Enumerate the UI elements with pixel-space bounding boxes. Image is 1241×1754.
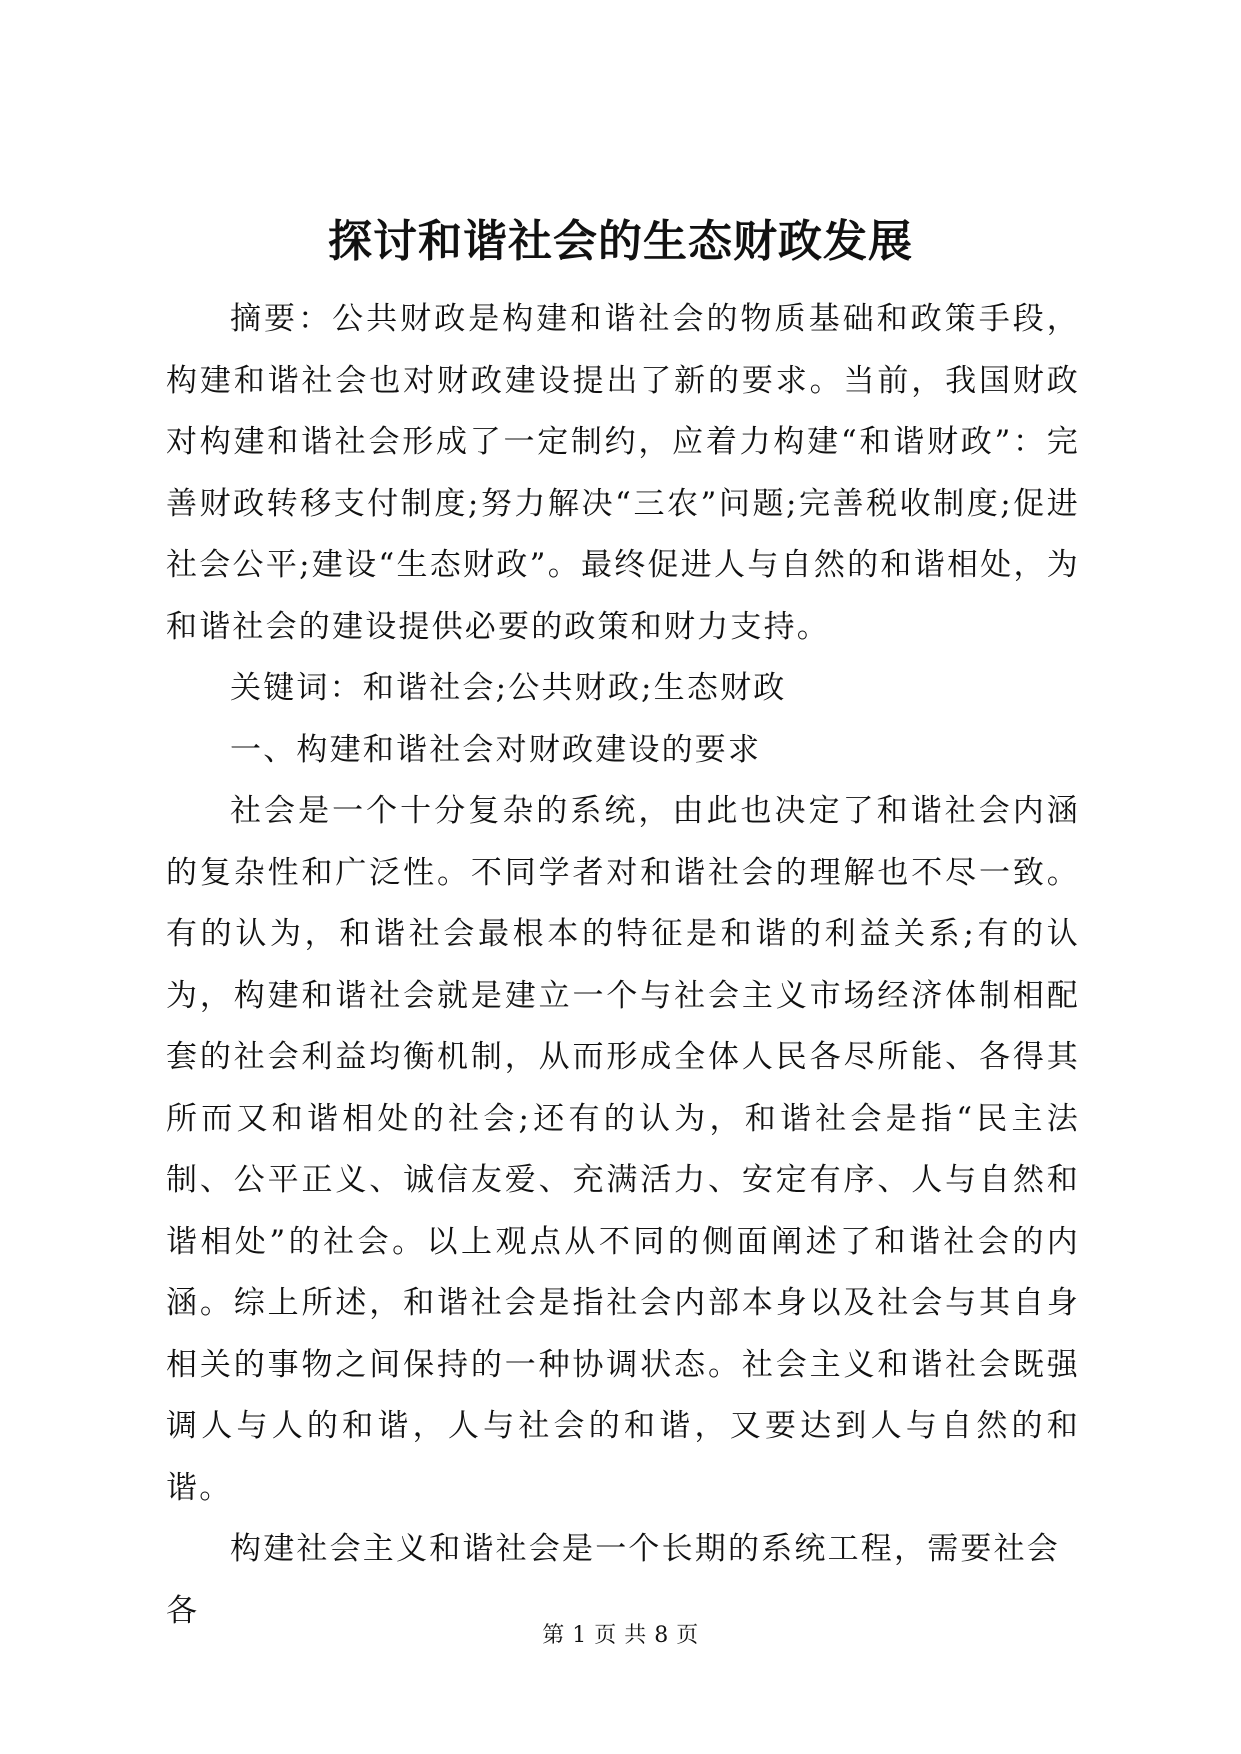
document-body (166, 289, 1080, 1642)
section-heading: 一、构建和谐社会对财政建设的要求 (230, 731, 762, 768)
page-title: 探讨和谐社会的生态财政发展 (328, 216, 913, 267)
abstract-paragraph: 摘要：公共财政是构建和谐社会的物质基础和政策手段，构建和谐社会也对财政建设提出了新的要求。当前，我国财政对构建和谐社会形成了一定制约，应着力构建“和谐财政”：完善财政转移支付制度;努力解决“三农”问题;完善税收制度;促进社会公平;建设“生态财政”。最终促进人与自然的和谐相处，为和谐社会的建设提供必要的政策和财力支持。 (166, 301, 1080, 645)
keywords-paragraph: 关键词：和谐社会;公共财政;生态财政 (230, 670, 787, 706)
body-paragraph: 构建社会主义和谐社会是一个长期的系统工程，需要社会各 (166, 1531, 1060, 1629)
body-paragraph: 社会是一个十分复杂的系统，由此也决定了和谐社会内涵的复杂性和广泛性。不同学者对和谐社会的理解也不尽一致。有的认为，和谐社会最根本的特征是和谐的利益关系;有的认为，构建和谐社会就是建立一个与社会主义市场经济体制相配套的社会利益均衡机制，从而形成全体人民各尽所能、各得其所而又和谐相处的社会;还有的认为，和谐社会是指“民主法制、公平正义、诚信友爱、充满活力、安定有序、人与自然和谐相处”的社会。以上观点从不同的侧面阐述了和谐社会的内涵。综上所述，和谐社会是指社会内部本身以及社会与其自身相关的事物之间保持的一种协调状态。社会主义和谐社会既强调人与人的和谐，人与社会的和谐，又要达到人与自然的和谐。 (166, 793, 1080, 1506)
page-footer: 第 1 页 共 8 页 (542, 1623, 699, 1648)
